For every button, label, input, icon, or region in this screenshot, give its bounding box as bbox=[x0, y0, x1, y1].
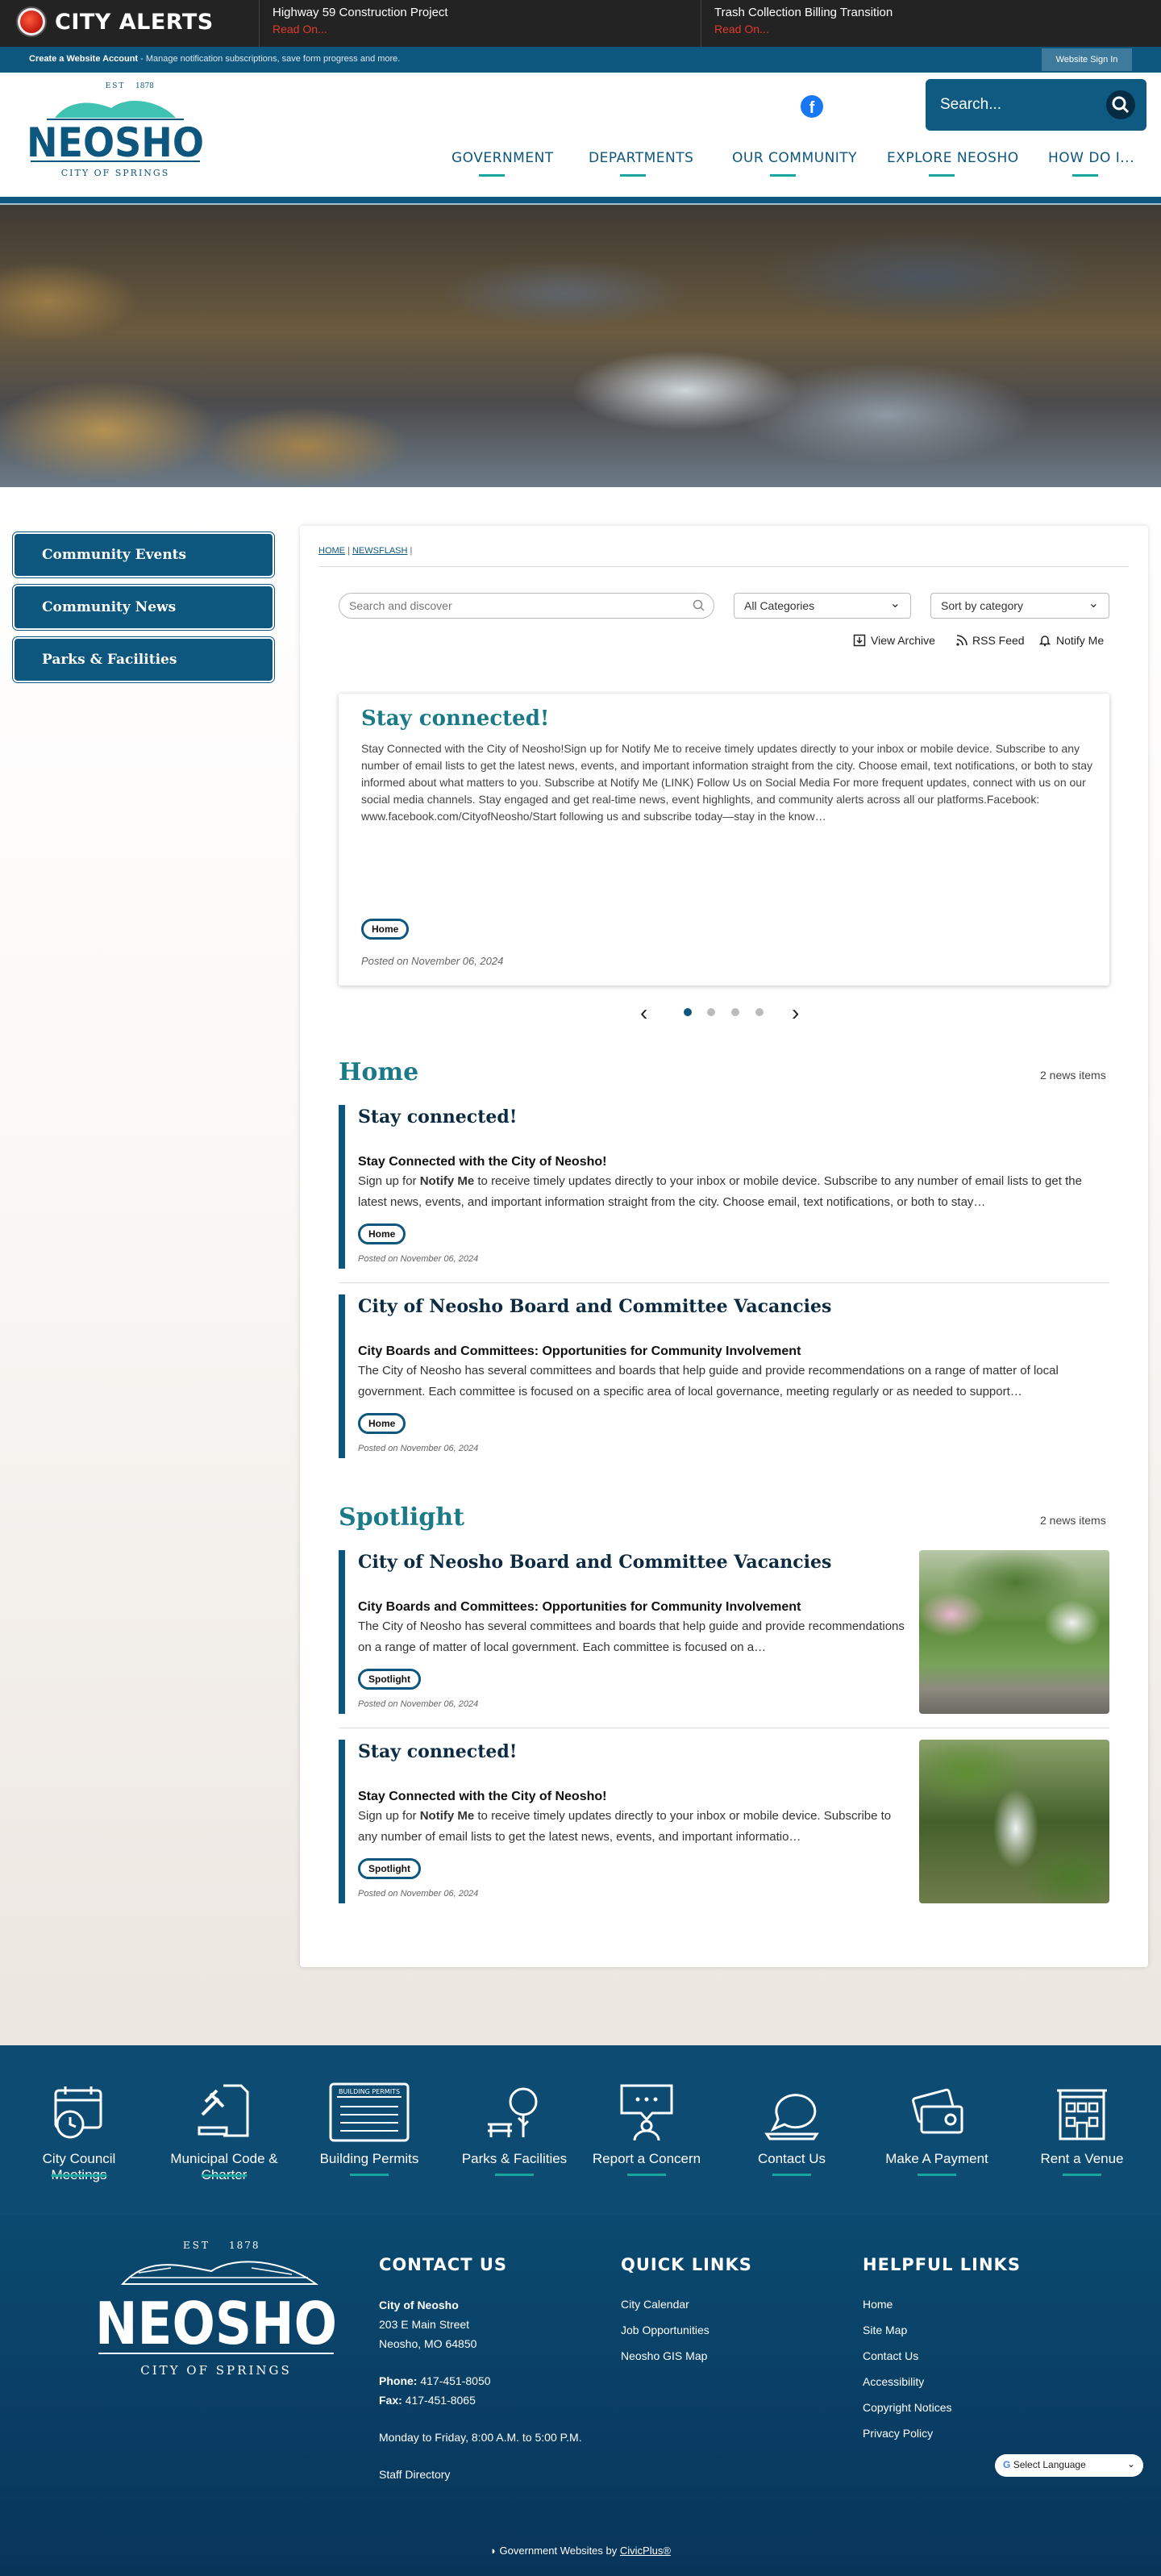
quick-link-city-council[interactable] bbox=[19, 2082, 139, 2183]
news-item-body-pre: Sign up for bbox=[358, 1809, 420, 1823]
search-icon bbox=[693, 599, 705, 612]
quick-link-underline bbox=[772, 2174, 811, 2176]
chat-laptop-icon bbox=[762, 2082, 822, 2142]
alert-read-on-link[interactable]: Read On... bbox=[714, 23, 769, 35]
news-search-placeholder: Search and discover bbox=[349, 599, 452, 612]
alerts-title bbox=[18, 8, 214, 35]
carousel-dot[interactable] bbox=[707, 1008, 715, 1016]
building-permit-sign-text: BUILDING PERMITS bbox=[338, 2088, 401, 2095]
footer-link-copyright[interactable]: Copyright Notices bbox=[863, 2401, 952, 2414]
news-item-posted-date: Posted on November 06, 2024 bbox=[358, 1254, 479, 1264]
footer-fax-label: Fax: bbox=[379, 2394, 402, 2407]
account-bar bbox=[0, 47, 1161, 73]
facebook-icon[interactable]: f bbox=[801, 95, 823, 118]
powered-by bbox=[0, 2545, 1161, 2557]
footer-org-name: City of Neosho bbox=[379, 2299, 459, 2311]
rss-icon bbox=[956, 635, 968, 646]
carousel-next-icon[interactable]: › bbox=[792, 1000, 800, 1025]
news-item-title[interactable]: City of Neosho Board and Committee Vacancies bbox=[358, 1552, 832, 1573]
calendar-clock-icon bbox=[49, 2082, 109, 2142]
quick-link-underline bbox=[1063, 2174, 1101, 2176]
quick-link-label: Rent a Venue bbox=[1040, 2151, 1124, 2166]
news-item-tag[interactable]: Home bbox=[358, 1413, 406, 1434]
view-archive-link[interactable] bbox=[853, 634, 935, 647]
footer-helpful-links-heading: HELPFUL LINKS bbox=[863, 2255, 1021, 2274]
quick-link-underline bbox=[918, 2174, 956, 2176]
civicplus-icon: ◗ bbox=[490, 2545, 500, 2557]
footer-logo-name: NEOSHO bbox=[95, 2290, 337, 2357]
category-select[interactable] bbox=[734, 593, 911, 619]
rss-feed-label: RSS Feed bbox=[972, 634, 1025, 647]
sort-select-value: Sort by category bbox=[941, 599, 1023, 612]
quick-link-label: Contact Us bbox=[757, 2151, 826, 2166]
archive-icon bbox=[853, 634, 866, 647]
sidebar-item-parks-facilities[interactable]: Parks & Facilities bbox=[13, 637, 274, 682]
nav-our-community[interactable]: OUR COMMUNITY bbox=[732, 150, 834, 177]
chevron-down-icon: ⌄ bbox=[1126, 2458, 1135, 2470]
footer-phone[interactable]: 417-451-8050 bbox=[417, 2374, 491, 2387]
quick-link-underline bbox=[627, 2174, 666, 2176]
language-select[interactable] bbox=[995, 2454, 1143, 2477]
quick-link-make-payment[interactable] bbox=[876, 2082, 997, 2176]
alert-siren-icon bbox=[18, 8, 45, 35]
google-icon: G bbox=[1003, 2459, 1011, 2470]
notify-me-label: Notify Me bbox=[1056, 634, 1105, 647]
venue-building-icon bbox=[1052, 2082, 1112, 2142]
footer-logo-est: EST bbox=[183, 2240, 210, 2251]
footer-link-privacy-policy[interactable]: Privacy Policy bbox=[863, 2427, 934, 2440]
footer-link-city-calendar[interactable]: City Calendar bbox=[621, 2298, 689, 2311]
news-item-body-bold: Notify Me bbox=[419, 1809, 475, 1823]
news-item-tag[interactable]: Home bbox=[358, 1223, 406, 1244]
news-item-posted-date: Posted on November 06, 2024 bbox=[358, 1889, 479, 1899]
footer-link-site-map[interactable]: Site Map bbox=[863, 2324, 908, 2336]
quick-link-label: Make A Payment bbox=[885, 2151, 988, 2166]
notify-me-link[interactable] bbox=[1038, 634, 1104, 647]
quick-link-label-line2: Charter bbox=[201, 2167, 248, 2182]
site-search bbox=[926, 79, 1146, 131]
quick-link-rent-venue[interactable] bbox=[1022, 2082, 1142, 2176]
footer-link-job-opportunities[interactable]: Job Opportunities bbox=[621, 2324, 710, 2336]
news-item-body-bold: Notify Me bbox=[419, 1174, 475, 1188]
footer-link-gis-map[interactable]: Neosho GIS Map bbox=[621, 2349, 708, 2362]
quick-link-contact-us[interactable] bbox=[731, 2082, 852, 2176]
featured-title[interactable]: Stay connected! bbox=[361, 707, 550, 731]
footer-logo-tagline: CITY OF SPRINGS bbox=[140, 2363, 292, 2378]
news-item-body: The City of Neosho has several committees and boards that help guide and provide recommendations on a range of matter of local government. Each committee is focused on a specific area of local governance, meeting regularly or as needed to support… bbox=[358, 1364, 1059, 1398]
footer-quick-links-heading: QUICK LINKS bbox=[621, 2255, 752, 2274]
news-item-body-post: to receive timely updates directly to your inbox or mobile device. Subscribe to any number of email lists to get the latest news, events, and important information straight from the city. Choose email, text notifications, or both to stay… bbox=[358, 1174, 1082, 1209]
featured-news-card[interactable] bbox=[339, 694, 1109, 986]
breadcrumb-home-link[interactable]: HOME bbox=[318, 546, 345, 556]
news-item-title[interactable]: Stay connected! bbox=[358, 1741, 518, 1762]
footer-hours: Monday to Friday, 8:00 A.M. to 5:00 P.M. bbox=[379, 2431, 582, 2444]
featured-body: Stay Connected with the City of Neosho!Sign up for Notify Me to receive timely updates directly to your inbox or mobile device. Subscribe to any number of email lists to get the latest news, events, and important information straight from the city. Choose email, text notifications, or both to stay informed about what matters to you. Subscribe at Notify Me (LINK) Follow Us on Social Media For more frequent updates, connect with us on our social media channels. Stay engaged and get real-time news, event highlights, and community alerts across all our platforms.Facebook: www.facebook.com/CityofNeosho/Start following us and subscribe today—stay in the know… bbox=[361, 742, 1093, 823]
logo-year: 1878 bbox=[135, 82, 154, 90]
news-item-accent bbox=[339, 1105, 345, 1269]
nav-how-do-i[interactable]: HOW DO I... bbox=[1048, 150, 1122, 177]
quick-link-label: Parks & Facilities bbox=[461, 2151, 568, 2166]
account-bar-description: - Manage notification subscriptions, save form progress and more. bbox=[138, 54, 401, 64]
footer-link-home[interactable]: Home bbox=[863, 2298, 893, 2311]
logo-name: NEOSHO bbox=[27, 119, 204, 166]
quick-link-label: Report a Concern bbox=[592, 2151, 701, 2166]
footer-staff-directory-link[interactable]: Staff Directory bbox=[379, 2468, 451, 2481]
news-item-tag[interactable]: Spotlight bbox=[358, 1669, 421, 1690]
civicplus-link[interactable]: CivicPlus® bbox=[619, 2545, 671, 2557]
gavel-document-icon bbox=[194, 2082, 254, 2142]
website-sign-in-button[interactable]: Website Sign In bbox=[1042, 48, 1132, 71]
footer-fax: 417-451-8065 bbox=[402, 2394, 476, 2407]
footer-logo-year: 1878 bbox=[229, 2240, 260, 2251]
header-divider bbox=[0, 197, 1161, 205]
category-select-value: All Categories bbox=[744, 599, 815, 612]
news-item-image-park[interactable] bbox=[919, 1550, 1109, 1714]
building-permit-icon bbox=[329, 2082, 410, 2142]
news-item-body bbox=[358, 1806, 906, 1848]
news-item-subtitle: City Boards and Committees: Opportunities for Community Involvement bbox=[358, 1344, 801, 1358]
powered-by-text: Government Websites by bbox=[499, 2545, 620, 2557]
news-search-input[interactable] bbox=[339, 593, 714, 619]
account-bar-text bbox=[29, 54, 400, 64]
news-item-posted-date: Posted on November 06, 2024 bbox=[358, 1699, 479, 1709]
news-item-body: The City of Neosho has several committees and boards that help guide and provide recommendations on a range of matter of local government. Each committee is focused on a… bbox=[358, 1619, 905, 1654]
home-section-title: Home bbox=[339, 1058, 419, 1086]
nav-departments[interactable]: DEPARTMENTS bbox=[589, 150, 677, 177]
news-item-accent bbox=[339, 1294, 345, 1458]
alerts-title-text: CITY ALERTS bbox=[55, 9, 214, 35]
alert-read-on-link[interactable]: Read On... bbox=[273, 23, 327, 35]
card-payment-icon bbox=[907, 2082, 967, 2142]
news-item-body-post: to receive timely updates directly to your inbox or mobile device. Subscribe to any number of email lists to get the latest news, events, and important informatio… bbox=[358, 1809, 892, 1844]
news-item-body-pre: Sign up for bbox=[358, 1174, 420, 1188]
carousel-prev-icon[interactable]: ‹ bbox=[640, 1000, 648, 1025]
news-item-accent bbox=[339, 1550, 345, 1714]
view-archive-label: View Archive bbox=[871, 634, 935, 647]
breadcrumb bbox=[318, 546, 412, 556]
logo-tagline: CITY OF SPRINGS bbox=[60, 168, 170, 178]
footer-link-contact-us[interactable]: Contact Us bbox=[863, 2349, 919, 2362]
featured-tag[interactable]: Home bbox=[361, 919, 409, 940]
quick-link-label-line2: Meetings bbox=[51, 2167, 107, 2182]
footer-address-line1: 203 E Main Street bbox=[379, 2318, 470, 2331]
featured-posted-date: Posted on November 06, 2024 bbox=[361, 955, 504, 967]
quick-link-municipal-code[interactable] bbox=[164, 2082, 285, 2183]
tree-bench-icon bbox=[485, 2082, 544, 2142]
home-section-count: 2 news items bbox=[1040, 1069, 1106, 1082]
neosho-logo[interactable] bbox=[23, 77, 208, 182]
breadcrumb-separator: | bbox=[410, 546, 413, 556]
news-item-subtitle: City Boards and Committees: Opportunities for Community Involvement bbox=[358, 1600, 801, 1614]
alert-item[interactable] bbox=[259, 0, 701, 47]
footer-address-line2: Neosho, MO 64850 bbox=[379, 2337, 477, 2350]
news-item-posted-date: Posted on November 06, 2024 bbox=[358, 1444, 479, 1453]
bell-icon bbox=[1038, 634, 1051, 647]
news-item-image-waterfall[interactable] bbox=[919, 1740, 1109, 1903]
news-item-subtitle: Stay Connected with the City of Neosho! bbox=[358, 1155, 607, 1169]
language-select-label: Select Language bbox=[1013, 2459, 1086, 2470]
footer-logo-water-icon bbox=[123, 2261, 316, 2284]
create-account-link[interactable]: Create a Website Account bbox=[29, 54, 139, 64]
quick-link-label: City Council bbox=[42, 2151, 116, 2166]
nav-explore-neosho[interactable]: EXPLORE NEOSHO bbox=[887, 150, 997, 177]
breadcrumb-divider bbox=[318, 566, 1129, 567]
alert-headline[interactable]: Trash Collection Billing Transition bbox=[714, 6, 893, 19]
search-input[interactable] bbox=[940, 94, 1093, 116]
quick-link-building-permits[interactable] bbox=[309, 2082, 430, 2176]
quick-link-underline bbox=[495, 2174, 534, 2176]
news-item-body bbox=[358, 1171, 1100, 1213]
spotlight-section-count: 2 news items bbox=[1040, 1514, 1106, 1527]
quick-link-parks-facilities[interactable] bbox=[454, 2082, 575, 2176]
news-item-subtitle: Stay Connected with the City of Neosho! bbox=[358, 1790, 607, 1803]
footer-link-accessibility[interactable]: Accessibility bbox=[863, 2375, 925, 2388]
logo-water-icon bbox=[55, 101, 176, 118]
nav-government[interactable]: GOVERNMENT bbox=[452, 150, 532, 177]
news-item-divider bbox=[339, 1282, 1109, 1283]
news-item-tag[interactable]: Spotlight bbox=[358, 1858, 421, 1879]
hero-image bbox=[0, 205, 1161, 487]
news-item-title[interactable]: City of Neosho Board and Committee Vacancies bbox=[358, 1296, 832, 1317]
logo-est: EST bbox=[105, 82, 126, 90]
news-item-title[interactable]: Stay connected! bbox=[358, 1107, 518, 1128]
sidebar-item-community-news[interactable]: Community News bbox=[13, 585, 274, 630]
sort-select[interactable] bbox=[930, 593, 1109, 619]
footer-contact-heading: CONTACT US bbox=[379, 2255, 508, 2274]
breadcrumb-newsflash-link[interactable]: NEWSFLASH bbox=[352, 546, 408, 556]
carousel-dot[interactable] bbox=[684, 1008, 692, 1016]
spotlight-section-title: Spotlight bbox=[339, 1503, 464, 1532]
search-icon[interactable] bbox=[1106, 90, 1135, 119]
sidebar-item-community-events[interactable]: Community Events bbox=[13, 532, 274, 577]
rss-feed-link[interactable] bbox=[956, 634, 1025, 647]
carousel-dot[interactable] bbox=[731, 1008, 739, 1016]
quick-link-report-concern[interactable] bbox=[586, 2082, 707, 2176]
speech-person-icon bbox=[617, 2082, 676, 2142]
carousel-dot[interactable] bbox=[755, 1008, 764, 1016]
footer-logo[interactable] bbox=[90, 2232, 342, 2386]
breadcrumb-separator: | bbox=[347, 546, 350, 556]
alert-headline[interactable]: Highway 59 Construction Project bbox=[273, 6, 448, 19]
footer-contact-block bbox=[379, 2295, 589, 2484]
footer-phone-label: Phone: bbox=[379, 2374, 418, 2387]
quick-link-label: Municipal Code & bbox=[170, 2151, 278, 2166]
news-item-accent bbox=[339, 1740, 345, 1903]
quick-link-underline bbox=[350, 2174, 389, 2176]
alert-item[interactable] bbox=[701, 0, 1161, 47]
quick-link-label: Building Permits bbox=[319, 2151, 419, 2166]
